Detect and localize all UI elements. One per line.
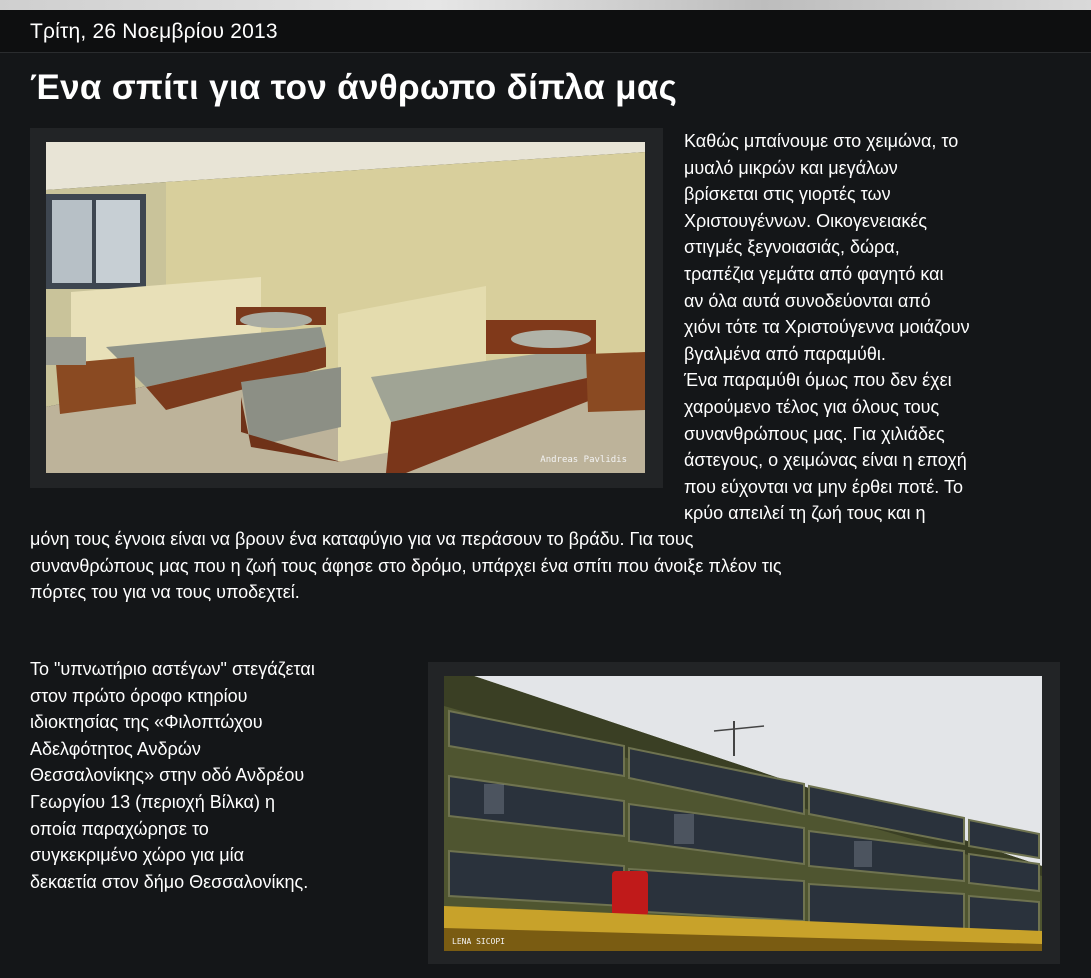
post-date: Τρίτη, 26 Νοεμβρίου 2013: [30, 20, 278, 43]
building-photo-frame[interactable]: [428, 662, 1060, 964]
text-line: ιδιοκτησίας της «Φιλοπτώχου: [30, 712, 263, 733]
shelter-location-paragraph: [30, 656, 425, 895]
text-line: τραπέζια γεμάτα από φαγητό και: [684, 263, 944, 284]
text-line: χαρούμενο τέλος για όλους τους: [684, 396, 940, 417]
text-line: Ένα παραμύθι όμως που δεν έχει: [684, 370, 952, 391]
text-line: στον πρώτο όροφο κτηρίου: [30, 685, 248, 706]
text-line: μυαλό μικρών και μεγάλων: [684, 157, 898, 178]
text-line: στιγμές ξεγνοιασιάς, δώρα,: [684, 237, 900, 258]
text-line: μόνη τους έγνοια είναι να βρουν ένα καταφύγιο για να περάσουν το βράδυ. Για τους: [30, 529, 694, 549]
text-line: δεκαετία στον δήμο Θεσσαλονίκης.: [30, 871, 309, 892]
text-line: αν όλα αυτά συνοδεύονται από: [684, 290, 931, 311]
text-line: άστεγους, ο χειμώνας είναι η εποχή: [684, 450, 967, 471]
photo-credit: LENA SICOPI: [452, 937, 505, 946]
text-line: συνανθρώπους μας που η ζωή τους άφησε στο δρόμο, υπάρχει ένα σπίτι που άνοιξε πλέον τις: [30, 555, 782, 576]
text-line: βγαλμένα από παραμύθι.: [684, 343, 886, 364]
text-line: οποία παραχώρησε το: [30, 818, 209, 839]
text-line: που εύχονται να μην έρθει ποτέ. Το: [684, 476, 963, 497]
dormitory-photo[interactable]: [46, 142, 645, 473]
text-line: Αδελφότητος Ανδρών: [30, 738, 201, 759]
post-title[interactable]: Ένα σπίτι για τον άνθρωπο δίπλα μας: [30, 68, 678, 107]
text-line: βρίσκεται στις γιορτές των: [684, 184, 891, 205]
date-header-bar: [0, 10, 1091, 53]
text-line: κρύο απειλεί τη ζωή τους και η: [684, 503, 926, 524]
text-line: Γεωργίου 13 (περιοχή Βίλκα) η: [30, 791, 275, 812]
intro-paragraph-continuation: [30, 526, 1070, 606]
photo-credit: Andreas Pavlidis: [540, 455, 627, 465]
intro-paragraph: [684, 128, 1079, 527]
text-line: Χριστουγέννων. Οικογενειακές: [684, 210, 928, 231]
text-line: πόρτες του για να τους υποδεχτεί.: [30, 582, 300, 603]
building-photo[interactable]: [444, 676, 1042, 951]
text-line: συνανθρώπους μας. Για χιλιάδες: [684, 423, 945, 444]
text-line: χιόνι τότε τα Χριστούγεννα μοιάζουν: [684, 317, 970, 338]
text-line: συγκεκριμένο χώρο για μία: [30, 845, 245, 866]
text-line: Το "υπνωτήριο αστέγων" στεγάζεται: [30, 659, 315, 679]
text-line: Καθώς μπαίνουμε στο χειμώνα, το: [684, 131, 959, 151]
text-line: Θεσσαλονίκης» στην οδό Ανδρέου: [30, 765, 305, 786]
header-image-strip: [0, 0, 1091, 10]
dormitory-photo-frame[interactable]: [30, 128, 663, 488]
